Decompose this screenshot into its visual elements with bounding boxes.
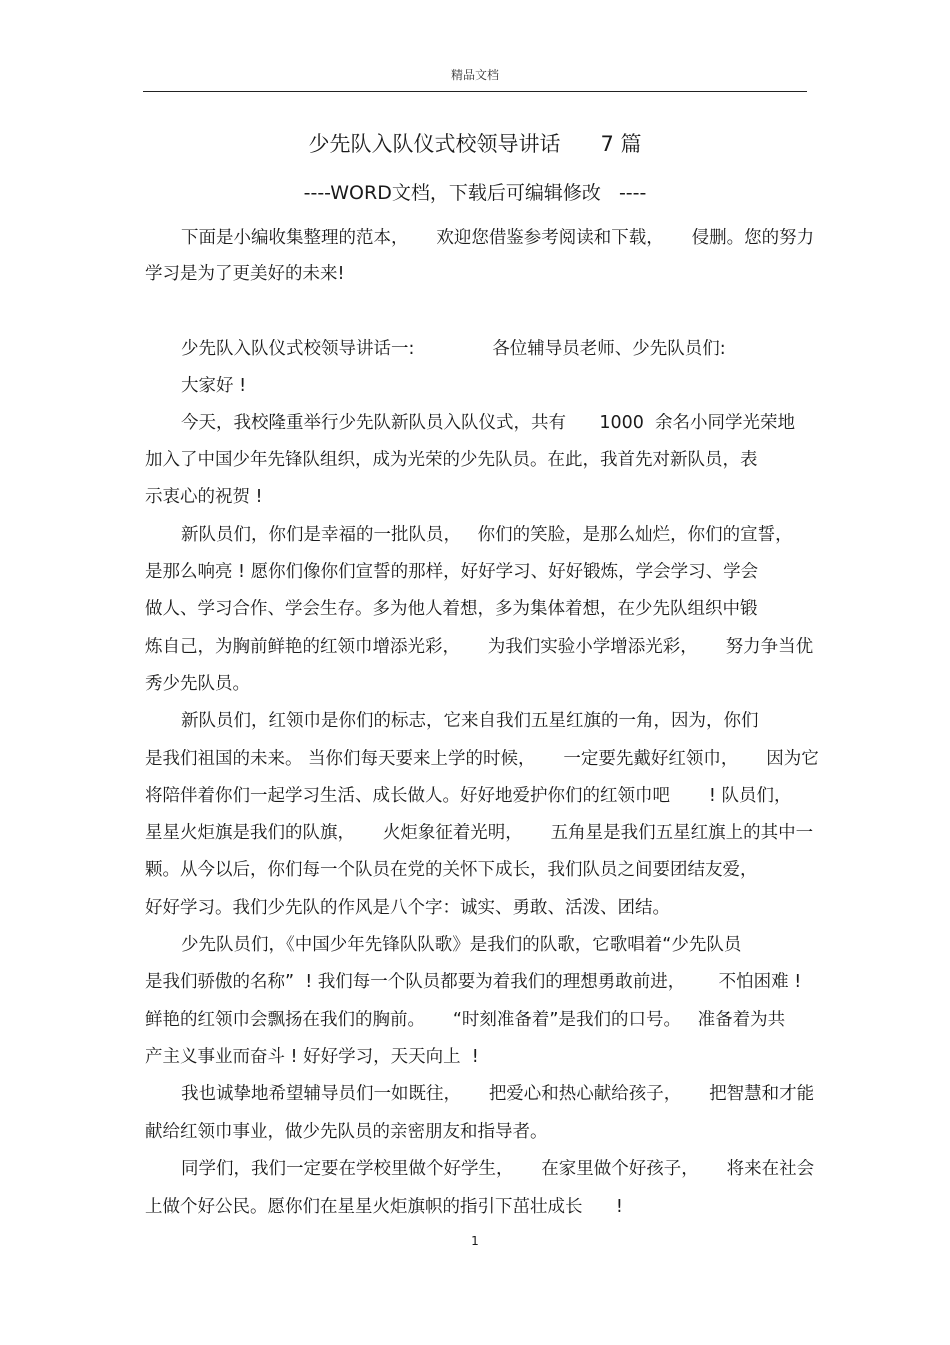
text-line: 上做个好公民。愿你们在星星火炬旗帜的指引下茁壮成长 ! xyxy=(145,1197,623,1217)
text-line: 下面是小编收集整理的范本， 欢迎您借鉴参考阅读和下载， 侵删。您的努力 xyxy=(181,228,815,248)
text-line: 今天，我校隆重举行少先队新队员入队仪式，共有 1000 余名小同学光荣地 xyxy=(181,413,796,433)
text-line: 炼自己，为胸前鲜艳的红领巾增添光彩， 为我们实验小学增添光彩， 努力争当优 xyxy=(145,637,814,657)
text-line: 产主义事业而奋斗 ! 好好学习，天天向上 ! xyxy=(145,1047,479,1067)
text-line: 是我们祖国的未来。 当你们每天要来上学的时候， 一定要先戴好红领巾， 因为它 xyxy=(145,749,819,769)
text-line: 颗。从今以后，你们每一个队员在党的关怀下成长，我们队员之间要团结友爱， xyxy=(145,860,758,880)
speech-heading: 少先队入队仪式校领导讲话一: 各位辅导员老师、少先队员们: xyxy=(181,339,726,359)
text-line: 好好学习。我们少先队的作风是八个字：诚实、勇敢、活泼、团结。 xyxy=(145,898,670,918)
greeting: 大家好 ! xyxy=(181,376,247,396)
text-line: 新队员们，你们是幸福的一批队员， 你们的笑脸，是那么灿烂，你们的宣誓， xyxy=(181,525,793,545)
text-line: 星星火炬旗是我们的队旗， 火炬象征着光明， 五角星是我们五星红旗上的其中一 xyxy=(145,823,814,843)
text-line: 示衷心的祝贺 ! xyxy=(145,487,263,507)
text-line: 做人、学习合作、学会生存。多为他人着想，多为集体着想，在少先队组织中锻 xyxy=(145,599,758,619)
document-subtitle: ----WORD文档，下载后可编辑修改 ---- xyxy=(303,182,647,204)
text-line: 学习是为了更美好的未来! xyxy=(145,264,345,284)
document-title: 少先队入队仪式校领导讲话 7 篇 xyxy=(308,132,642,156)
header-divider xyxy=(143,91,807,92)
text-line: 是我们骄傲的名称” ! 我们每一个队员都要为着我们的理想勇敢前进， 不怕困难 ! xyxy=(145,972,802,992)
text-line: 少先队员们，《中国少年先锋队队歌》是我们的队歌，它歌唱着“少先队员 xyxy=(181,935,742,955)
text-line: 是那么响亮 ! 愿你们像你们宣誓的那样，好好学习、好好锻炼，学会学习、学会 xyxy=(145,562,759,582)
header-label: 精品文档 xyxy=(450,68,499,82)
text-line: 献给红领巾事业，做少先队员的亲密朋友和指导者。 xyxy=(145,1122,548,1142)
text-line: 新队员们，红领巾是你们的标志，它来自我们五星红旗的一角，因为，你们 xyxy=(181,711,759,731)
text-line: 我也诚挚地希望辅导员们一如既往， 把爱心和热心献给孩子， 把智慧和才能 xyxy=(181,1084,815,1104)
text-line: 同学们，我们一定要在学校里做个好学生， 在家里做个好孩子， 将来在社会 xyxy=(181,1159,815,1179)
text-line: 鲜艳的红领巾会飘扬在我们的胸前。 “时刻准备着”是我们的口号。 准备着为共 xyxy=(145,1010,786,1030)
text-line: 加入了中国少年先锋队组织，成为光荣的少先队员。在此，我首先对新队员，表 xyxy=(145,450,758,470)
text-line: 将陪伴着你们一起学习生活、成长做人。好好地爱护你们的红领巾吧 ! 队员们， xyxy=(145,786,792,806)
text-line: 秀少先队员。 xyxy=(145,674,250,694)
page-number: 1 xyxy=(471,1234,479,1248)
